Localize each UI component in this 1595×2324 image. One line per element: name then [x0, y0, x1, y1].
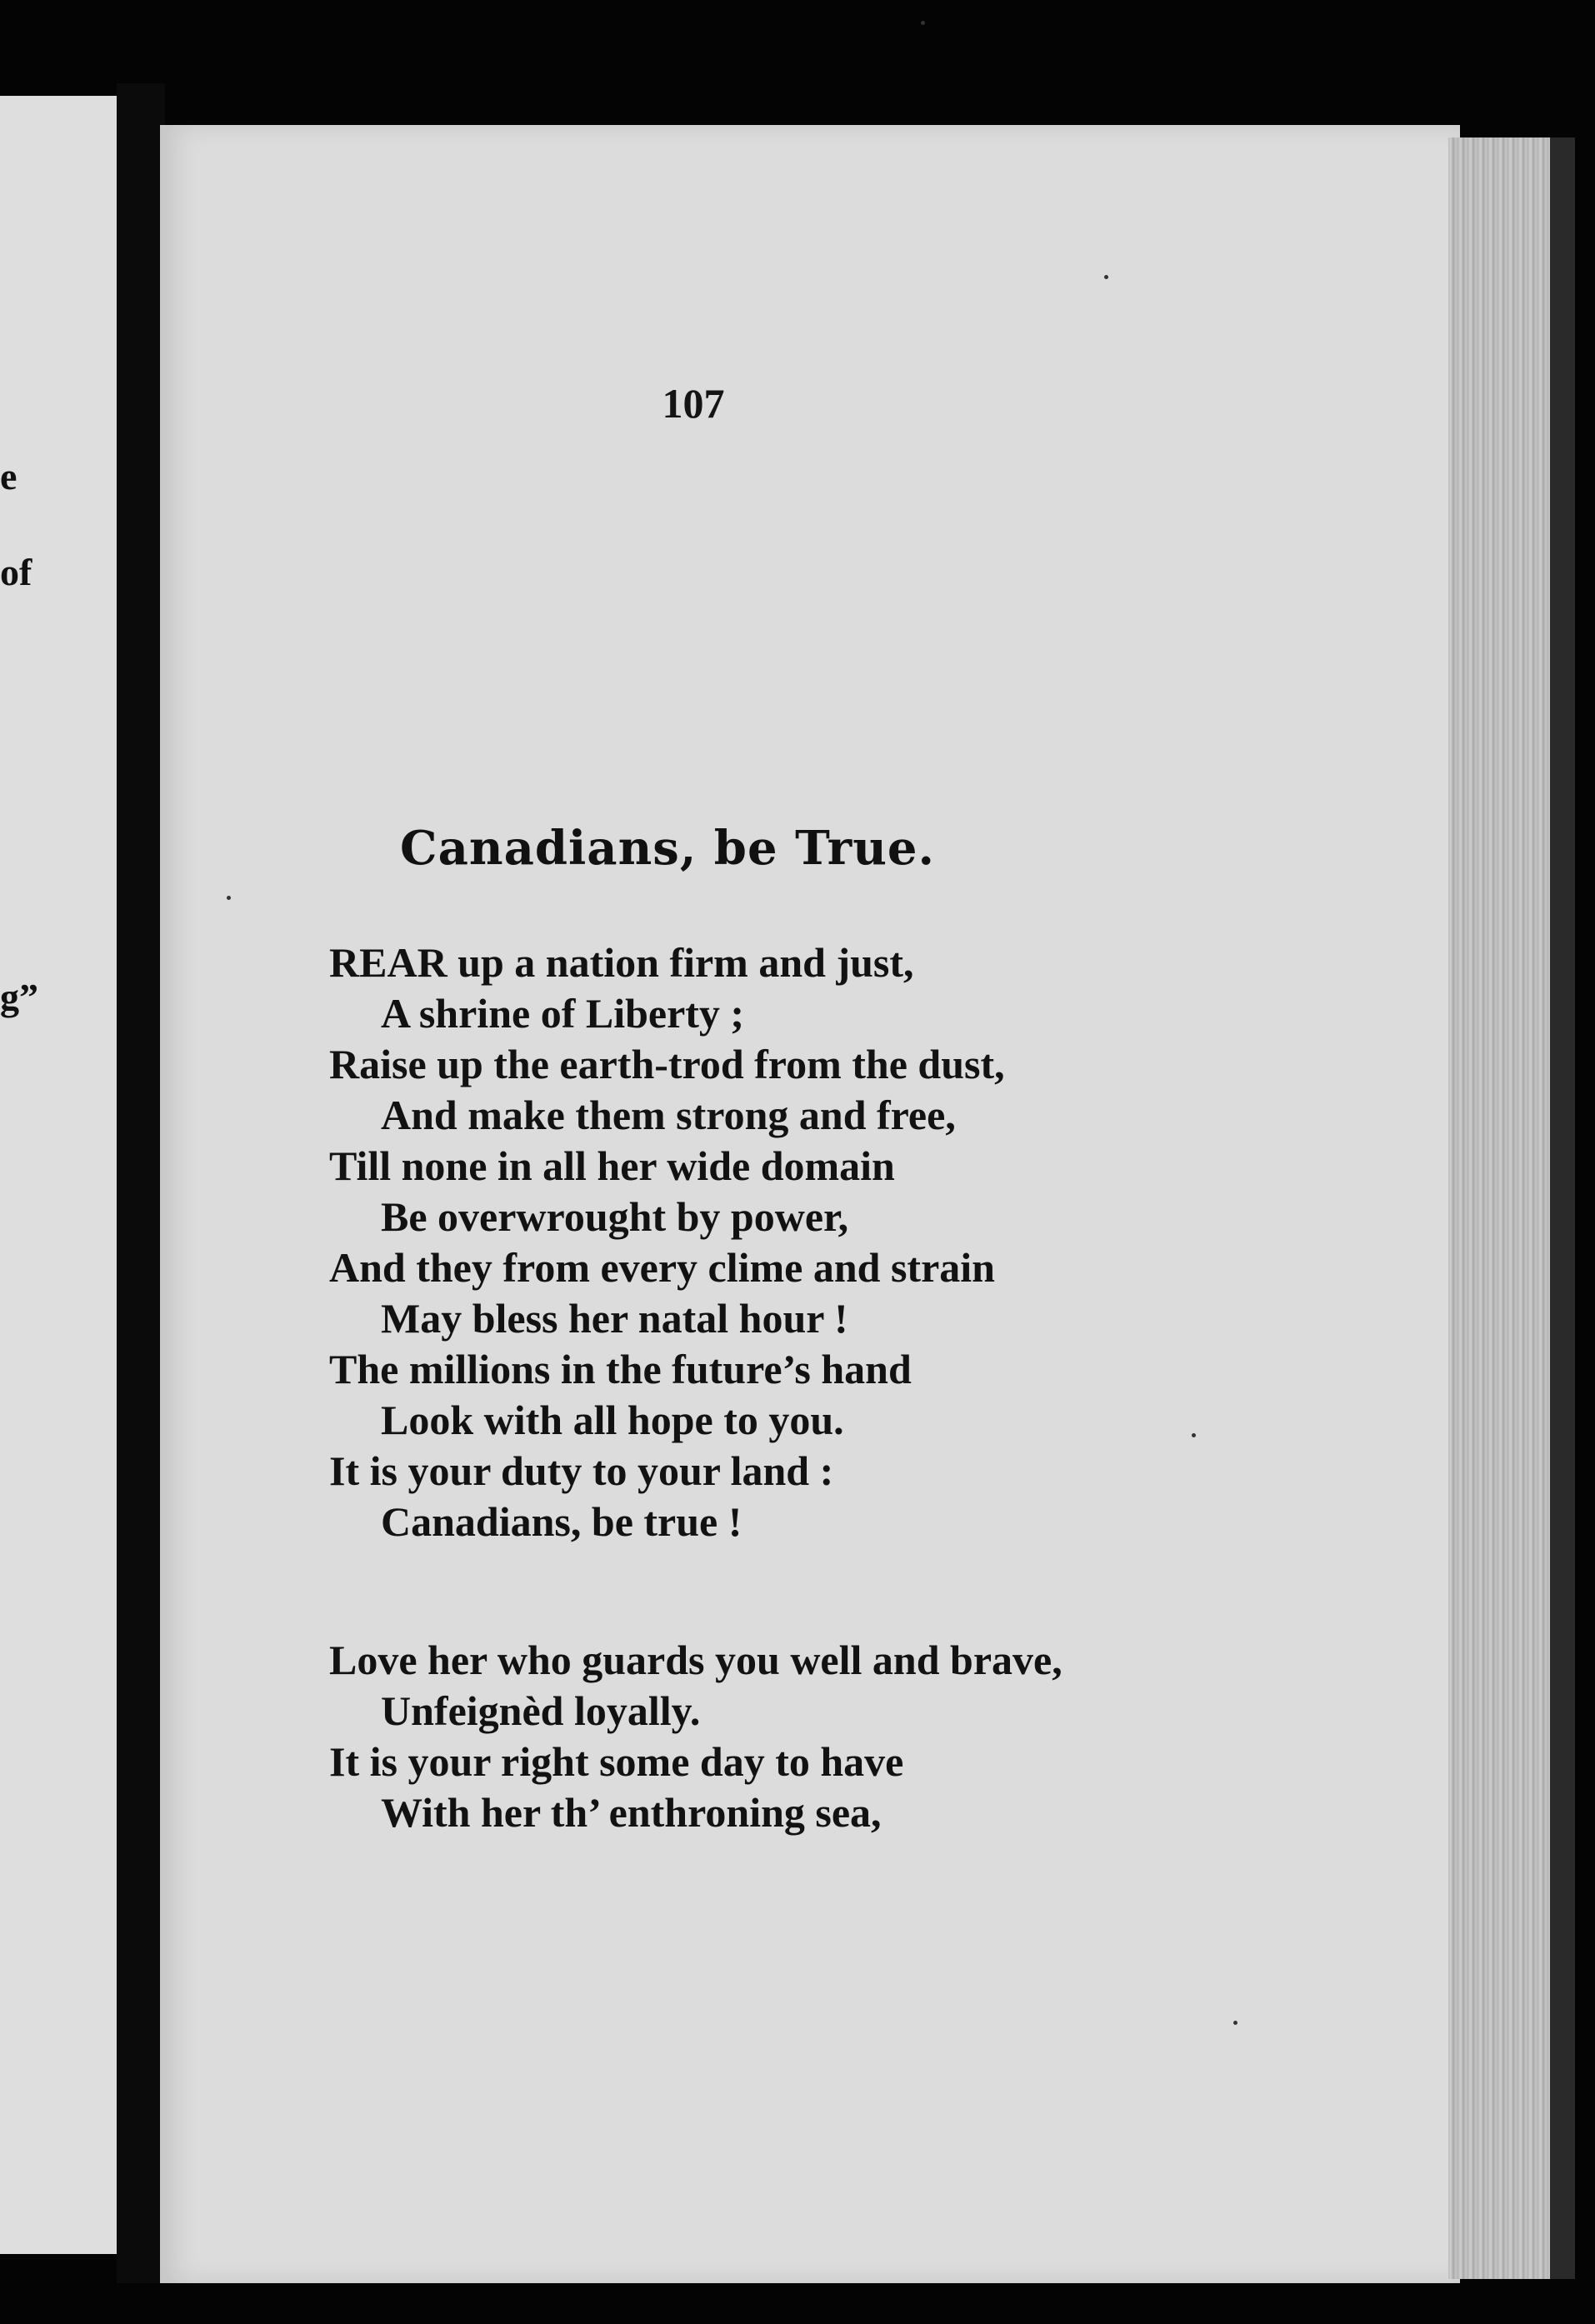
- poem-line: It is your duty to your land :: [329, 1447, 834, 1494]
- poem-stanza: [329, 937, 1162, 1547]
- page-edges: [1448, 137, 1565, 2279]
- poem-line: Canadians, be true !: [381, 1498, 742, 1545]
- poem-line: REAR up a nation firm and just,: [329, 939, 914, 986]
- poem-line: And make them strong and free,: [381, 1092, 956, 1138]
- poem-line: Unfeignèd loyally.: [381, 1687, 701, 1734]
- poem-line: With her th’ enthroning sea,: [381, 1789, 882, 1836]
- poem-line: A shrine of Liberty ;: [381, 990, 745, 1037]
- book-gutter: [117, 83, 165, 2283]
- scan-speck: [1104, 275, 1108, 279]
- poem-line: Be overwrought by power,: [381, 1193, 849, 1240]
- poem-title: Canadians, be True.: [400, 821, 936, 876]
- poem-line: Till none in all her wide domain: [329, 1142, 895, 1189]
- poem-line: Raise up the earth-trod from the dust,: [329, 1041, 1005, 1087]
- page-edge-shadow: [1550, 137, 1575, 2279]
- left-page-fragment: e: [0, 455, 18, 497]
- scan-speck: [227, 896, 231, 900]
- left-facing-page: [0, 96, 120, 2254]
- left-page-fragment: g”: [0, 976, 38, 1018]
- page-number: 107: [662, 380, 725, 427]
- poem-stanza: [329, 1635, 1162, 1838]
- scan-speck: [921, 21, 925, 25]
- poem-line: Look with all hope to you.: [381, 1397, 844, 1443]
- poem-line: May bless her natal hour !: [381, 1295, 848, 1342]
- poem-line: Love her who guards you well and brave,: [329, 1637, 1062, 1683]
- scan-speck: [1192, 1433, 1196, 1437]
- poem-line: And they from every clime and strain: [329, 1244, 995, 1291]
- poem-line: It is your right some day to have: [329, 1738, 904, 1785]
- left-page-fragment: of: [0, 551, 32, 593]
- poem-line: The millions in the future’s hand: [329, 1346, 912, 1392]
- scan-speck: [1233, 2021, 1238, 2025]
